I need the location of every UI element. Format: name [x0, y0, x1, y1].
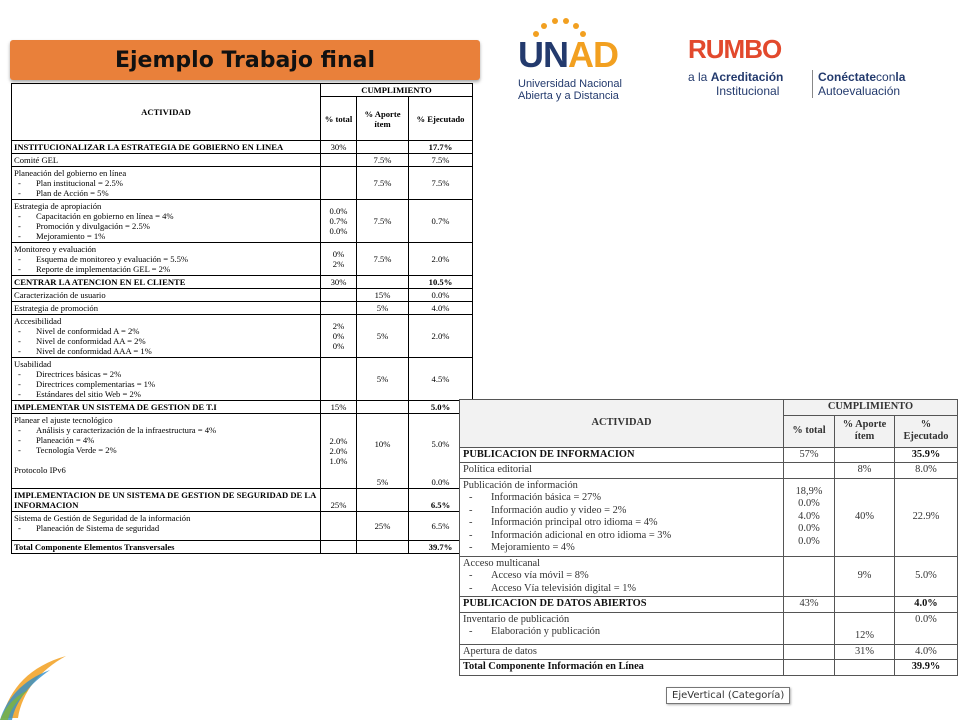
rumbo-connect-line: Conéctateconla	[818, 70, 906, 84]
table-row: Acceso multicanal - Acceso vía móvil = 8% - Acceso Vía televisión digital = 1% 9% 5.0%	[460, 556, 958, 597]
table-row: Comité GEL 7.5% 7.5%	[12, 154, 473, 167]
table-row: Apertura de datos 31% 4.0%	[460, 644, 958, 660]
slide-title: Ejemplo Trabajo final	[114, 47, 376, 73]
table-row: Total Componente Información en Línea 39.9%	[460, 660, 958, 676]
table-row: Usabilidad - Directrices básicas = 2% - Directrices complementarias = 1% - Estándares del sitio Web = 2% 5% 4.5%	[12, 358, 473, 401]
rumbo-logo	[688, 34, 948, 104]
table-row: IMPLEMENTAR UN SISTEMA DE GESTION DE T.I 15% 5.0%	[12, 401, 473, 414]
table-row: IMPLEMENTACION DE UN SISTEMA DE GESTION DE SEGURIDAD DE LA INFORMACION 25% 6.5%	[12, 489, 473, 512]
col-header-actividad: ACTIVIDAD	[460, 400, 784, 448]
corner-swoosh-icon	[0, 648, 70, 720]
rumbo-divider	[812, 70, 813, 98]
rumbo-tagline-1: a la Acreditación	[688, 70, 784, 84]
table-row: PUBLICACION DE DATOS ABIERTOS 43% 4.0%	[460, 597, 958, 613]
rumbo-connect-line-2: Autoevaluación	[818, 84, 901, 98]
rumbo-tagline-2: Institucional	[716, 84, 780, 98]
rumbo-wordmark: RUMBO	[688, 34, 782, 64]
table-row: Total Componente Elementos Transversales 39.7%	[12, 541, 473, 554]
col-header-cumplimiento: CUMPLIMIENTO	[784, 400, 958, 416]
table-row: Inventario de publicación - Elaboración y publicación 12% 0.0%	[460, 612, 958, 644]
table-row: Publicación de información - Información básica = 27% - Información audio y video = 2% - Información principal otro idioma = 4% - Información adicional en otro idioma = 3% - Mejoramiento = 4% 18,9% 0.0% 4.0% 0.0% 0.0% 40% 22.9%	[460, 478, 958, 556]
table-row: Estrategia de promoción 5% 4.0%	[12, 302, 473, 315]
unad-subtitle: Universidad Nacional Abierta y a Distancia	[518, 78, 622, 102]
col-header-aporte: % Aporte ítem	[835, 415, 895, 447]
table-row: Planear el ajuste tecnológico - Análisis y caracterización de la infraestructura = 4% - Planeación = 4% - Tecnología Verde = 2% Protocolo IPv6 2.0% 2.0% 1.0% 10% 5% 5.0% 0.0%	[12, 414, 473, 489]
col-header-total: % total	[321, 97, 357, 141]
col-header-ejecutado: % Ejecutado	[895, 415, 958, 447]
col-header-cumplimiento: CUMPLIMIENTO	[321, 84, 473, 97]
table-row: Caracterización de usuario 15% 0.0%	[12, 289, 473, 302]
table-row: Estrategia de apropiación - Capacitación en gobierno en línea = 4% - Promoción y divulgación = 2.5% - Mejoramiento = 1% 0.0% 0.7% 0.0% 7.5% 0.7%	[12, 200, 473, 243]
axis-tooltip: EjeVertical (Categoría)	[666, 687, 790, 704]
table-row: PUBLICACION DE INFORMACION 57% 35.9%	[460, 447, 958, 463]
col-header-actividad: ACTIVIDAD	[12, 84, 321, 141]
table-row: Planeación del gobierno en línea - Plan institucional = 2.5% - Plan de Acción = 5% 7.5% 7.5%	[12, 167, 473, 200]
col-header-ejecutado: % Ejecutado	[409, 97, 473, 141]
table-row: Sistema de Gestión de Seguridad de la información - Planeación de Sistema de seguridad 25% 6.5%	[12, 512, 473, 541]
unad-wordmark: UNAD	[518, 34, 618, 75]
table-informacion-en-linea	[459, 399, 958, 676]
table-row: Monitoreo y evaluación - Esquema de monitoreo y evaluación = 5.5% - Reporte de implementación GEL = 2% 0% 2% 7.5% 2.0%	[12, 243, 473, 276]
unad-logo	[518, 16, 643, 108]
table-row: CENTRAR LA ATENCION EN EL CLIENTE 30% 10.5%	[12, 276, 473, 289]
col-header-total: % total	[784, 415, 835, 447]
slide-title-box	[10, 40, 480, 80]
table-row: Accesibilidad - Nivel de conformidad A = 2% - Nivel de conformidad AA = 2% - Nivel de conformidad AAA = 1% 2% 0% 0% 5% 2.0%	[12, 315, 473, 358]
table-elementos-transversales	[11, 83, 473, 554]
table-row: Política editorial 8% 8.0%	[460, 463, 958, 479]
table-row: INSTITUCIONALIZAR LA ESTRATEGIA DE GOBIERNO EN LINEA 30% 17.7%	[12, 141, 473, 154]
col-header-aporte: % Aporte ítem	[357, 97, 409, 141]
